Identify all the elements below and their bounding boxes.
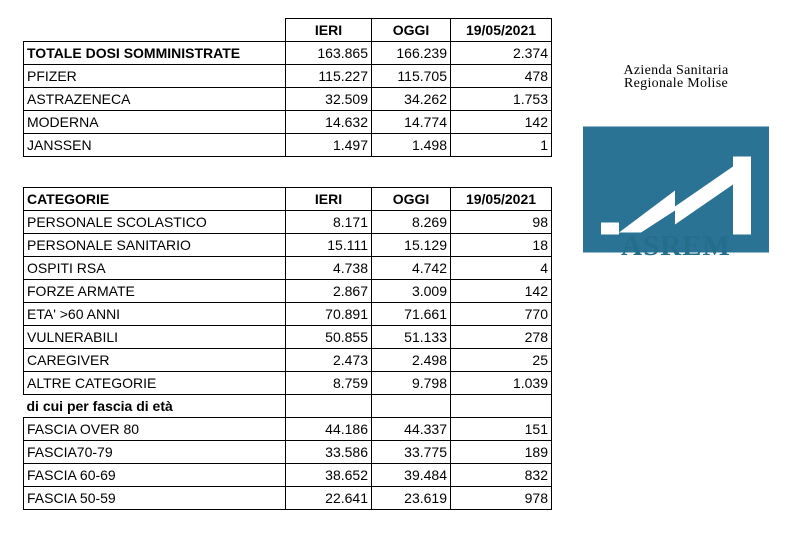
table-row <box>24 65 552 88</box>
value-diff: 1.753 <box>451 88 552 111</box>
value-diff: 770 <box>451 303 552 326</box>
age-subheader: di cui per fascia di età <box>24 395 286 418</box>
table-row <box>24 111 552 134</box>
empty-corner-cell <box>24 19 286 42</box>
value-diff: 189 <box>451 441 552 464</box>
value-ieri: 8.759 <box>286 372 372 395</box>
table-row <box>24 487 552 510</box>
row-label: PERSONALE SCOLASTICO <box>24 211 286 234</box>
value-ieri: 1.497 <box>286 134 372 157</box>
table-row <box>24 88 552 111</box>
value-diff: 4 <box>451 257 552 280</box>
header-date: 19/05/2021 <box>451 19 552 42</box>
value-diff: 832 <box>451 464 552 487</box>
table-row <box>24 349 552 372</box>
table-row <box>24 418 552 441</box>
header-ieri: IERI <box>286 19 372 42</box>
row-label: TOTALE DOSI SOMMINISTRATE <box>24 42 286 65</box>
value-oggi: 71.661 <box>372 303 451 326</box>
row-label: FASCIA 60-69 <box>24 464 286 487</box>
value-oggi: 1.498 <box>372 134 451 157</box>
row-label: ETA' >60 ANNI <box>24 303 286 326</box>
header-ieri: IERI <box>286 188 372 211</box>
value-oggi: 23.619 <box>372 487 451 510</box>
row-label: FASCIA70-79 <box>24 441 286 464</box>
row-label: ASTRAZENECA <box>24 88 286 111</box>
empty-cell <box>372 395 451 418</box>
value-oggi: 15.129 <box>372 234 451 257</box>
empty-cell <box>451 395 552 418</box>
value-ieri: 32.509 <box>286 88 372 111</box>
value-ieri: 38.652 <box>286 464 372 487</box>
categories-table <box>23 187 552 510</box>
doses-header-row <box>24 19 552 42</box>
header-date: 19/05/2021 <box>451 188 552 211</box>
value-ieri: 8.171 <box>286 211 372 234</box>
value-oggi: 3.009 <box>372 280 451 303</box>
value-ieri: 33.586 <box>286 441 372 464</box>
table-row <box>24 372 552 395</box>
row-label: JANSSEN <box>24 134 286 157</box>
table-row <box>24 326 552 349</box>
table-row <box>24 234 552 257</box>
table-row <box>24 303 552 326</box>
value-diff: 978 <box>451 487 552 510</box>
row-label: MODERNA <box>24 111 286 134</box>
value-ieri: 115.227 <box>286 65 372 88</box>
value-ieri: 15.111 <box>286 234 372 257</box>
org-name-line2: Regionale Molise <box>624 76 728 91</box>
value-ieri: 14.632 <box>286 111 372 134</box>
value-diff: 18 <box>451 234 552 257</box>
value-ieri: 50.855 <box>286 326 372 349</box>
age-subheader-row <box>24 395 552 418</box>
value-diff: 98 <box>451 211 552 234</box>
row-label: PERSONALE SANITARIO <box>24 234 286 257</box>
value-diff: 151 <box>451 418 552 441</box>
table-row <box>24 441 552 464</box>
asrem-logo <box>583 64 769 264</box>
categories-header-row <box>24 188 552 211</box>
header-oggi: OGGI <box>372 19 451 42</box>
value-oggi: 51.133 <box>372 326 451 349</box>
table-row <box>24 280 552 303</box>
value-oggi: 4.742 <box>372 257 451 280</box>
doses-table <box>23 18 552 157</box>
value-diff: 142 <box>451 111 552 134</box>
value-oggi: 166.239 <box>372 42 451 65</box>
row-label: OSPITI RSA <box>24 257 286 280</box>
value-diff: 142 <box>451 280 552 303</box>
table-row <box>24 134 552 157</box>
value-oggi: 2.498 <box>372 349 451 372</box>
row-label: PFIZER <box>24 65 286 88</box>
row-label: VULNERABILI <box>24 326 286 349</box>
org-name-line1: Azienda Sanitaria <box>623 63 729 78</box>
value-oggi: 44.337 <box>372 418 451 441</box>
value-diff: 2.374 <box>451 42 552 65</box>
value-ieri: 44.186 <box>286 418 372 441</box>
value-ieri: 22.641 <box>286 487 372 510</box>
value-diff: 1.039 <box>451 372 552 395</box>
header-categorie: CATEGORIE <box>24 188 286 211</box>
value-ieri: 4.738 <box>286 257 372 280</box>
value-oggi: 8.269 <box>372 211 451 234</box>
table-row <box>24 464 552 487</box>
value-oggi: 14.774 <box>372 111 451 134</box>
value-diff: 1 <box>451 134 552 157</box>
table-row <box>24 211 552 234</box>
value-oggi: 34.262 <box>372 88 451 111</box>
value-diff: 25 <box>451 349 552 372</box>
value-oggi: 9.798 <box>372 372 451 395</box>
value-ieri: 70.891 <box>286 303 372 326</box>
row-label: FASCIA 50-59 <box>24 487 286 510</box>
value-oggi: 115.705 <box>372 65 451 88</box>
value-ieri: 163.865 <box>286 42 372 65</box>
value-diff: 278 <box>451 326 552 349</box>
header-oggi: OGGI <box>372 188 451 211</box>
asrem-brand: ASREM <box>621 230 731 262</box>
table-row <box>24 257 552 280</box>
row-label: ALTRE CATEGORIE <box>24 372 286 395</box>
value-oggi: 33.775 <box>372 441 451 464</box>
row-label: CAREGIVER <box>24 349 286 372</box>
table-row <box>24 42 552 65</box>
empty-cell <box>286 395 372 418</box>
value-ieri: 2.867 <box>286 280 372 303</box>
value-diff: 478 <box>451 65 552 88</box>
value-oggi: 39.484 <box>372 464 451 487</box>
row-label: FASCIA OVER 80 <box>24 418 286 441</box>
row-label: FORZE ARMATE <box>24 280 286 303</box>
value-ieri: 2.473 <box>286 349 372 372</box>
